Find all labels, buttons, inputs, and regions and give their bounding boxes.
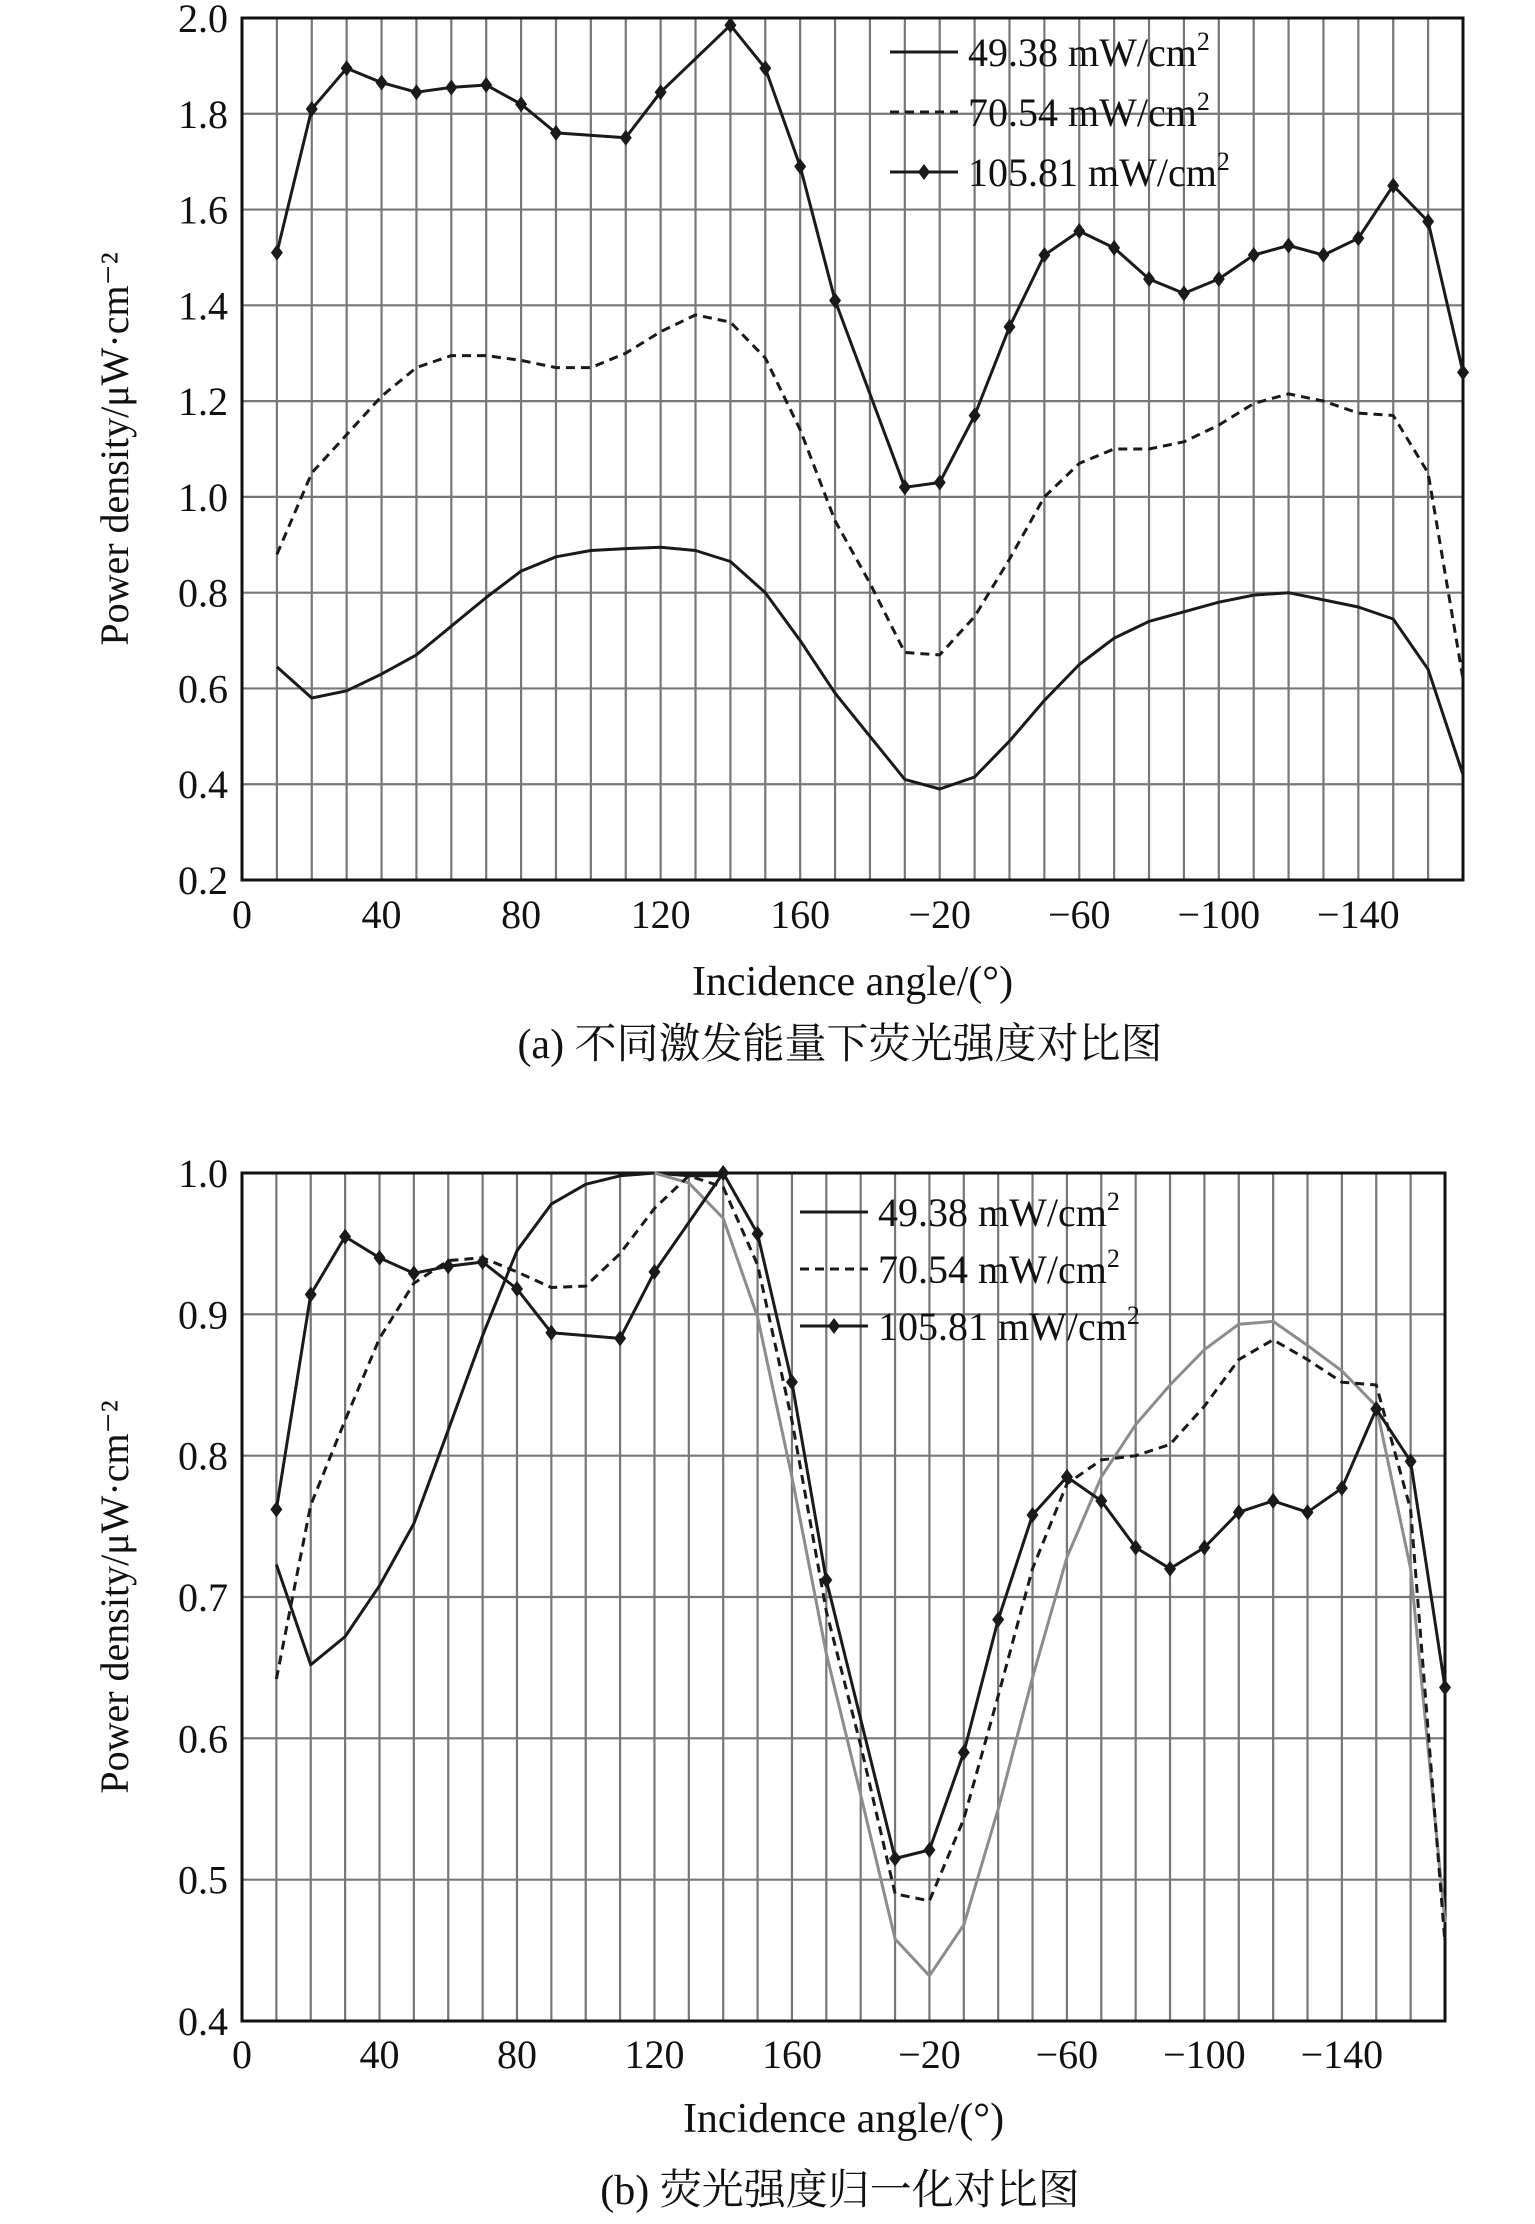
chart-a-series-2-point — [376, 75, 388, 91]
chart-b-series-3-point — [958, 1744, 970, 1760]
chart-b-ytick-label: 0.7 — [178, 1575, 228, 1620]
chart-b-series-3-point — [889, 1850, 901, 1866]
chart-a-legend-label-superscript: 2 — [1196, 87, 1210, 116]
chart-a-series-2-point — [1317, 247, 1329, 263]
chart-b-legend-marker — [828, 1318, 840, 1334]
chart-b-xtick-label: 160 — [761, 2032, 822, 2077]
chart-a-legend-marker — [918, 164, 930, 180]
chart-b-series-3-point — [1336, 1480, 1348, 1496]
chart-a-xtick-label: 40 — [361, 892, 402, 937]
chart-b-xtick-label: 120 — [624, 2032, 685, 2077]
chart-b-legend-label-superscript: 2 — [1106, 1187, 1120, 1216]
chart-a-series-2-point — [1283, 237, 1295, 253]
chart-b-series-3-point — [992, 1612, 1004, 1628]
chart-b-xtick-label: −60 — [1035, 2032, 1099, 2077]
chart-b-ytick-label: 1.0 — [178, 1151, 228, 1196]
chart-b-xtick-label: −100 — [1163, 2032, 1246, 2077]
chart-a — [92, 0, 1469, 1005]
chart-b-series-3-point — [477, 1254, 489, 1270]
chart-a-ytick-label: 1.0 — [178, 474, 228, 520]
chart-b-series-3-point — [1439, 1679, 1451, 1695]
chart-a-xtick-label: 160 — [770, 892, 831, 937]
chart-b-series-3-point — [270, 1501, 282, 1517]
chart-b-series-3-point — [786, 1374, 798, 1390]
chart-b-ytick-label: 0.8 — [178, 1433, 228, 1479]
chart-a-xtick-label: −100 — [1177, 892, 1261, 937]
chart-a-series-2-point — [271, 245, 283, 261]
chart-a-legend-label: 105.81 $mW/cm^2$ — [968, 147, 1230, 195]
chart-a-legend-label: 70.54 $mW/cm^2$ — [968, 87, 1210, 135]
chart-a-xtick-label: −140 — [1317, 892, 1400, 937]
chart-a-ytick-label: 1.4 — [178, 283, 228, 329]
chart-a-series-2-point — [480, 77, 492, 93]
chart-b-ytick-label: 0.4 — [178, 1999, 228, 2044]
chart-b-series-3-point — [1302, 1504, 1314, 1520]
chart-b-series-3-point — [1267, 1493, 1279, 1509]
chart-a-ylabel: Power density/μW·cm⁻² — [92, 252, 137, 646]
chart-a-series-2-point — [899, 479, 911, 495]
chart-b-caption: (b) 荧光强度归一化对比图 — [600, 2168, 1080, 2214]
chart-b-series-3-point — [373, 1250, 385, 1266]
chart-b-xtick-label: 0 — [232, 2032, 252, 2077]
chart-a-xlabel: Incidence angle/(°) — [691, 959, 1014, 1005]
chart-b-series-3-point — [923, 1842, 935, 1858]
chart-a-ytick-label: 1.2 — [178, 379, 228, 425]
chart-a-legend-label-superscript: 2 — [1216, 147, 1230, 176]
chart-b-xtick-label: −140 — [1300, 2032, 1384, 2077]
chart-a-frame — [242, 18, 1463, 880]
chart-b-legend-label: 70.54 $mW/cm^2$ — [878, 1244, 1120, 1292]
chart-a-series-2-point — [550, 125, 562, 141]
chart-b-series-3-point — [1164, 1561, 1176, 1577]
chart-a-ytick-label: 0.4 — [178, 762, 228, 808]
chart-a-series-2-point — [515, 96, 527, 112]
chart-b-xtick-label: −20 — [898, 2032, 961, 2077]
chart-b-ytick-label: 0.5 — [178, 1857, 228, 1903]
chart-a-legend-label-superscript: 2 — [1196, 27, 1210, 56]
chart-a-ytick-label: 0.2 — [178, 858, 228, 903]
chart-a-xtick-label: −20 — [908, 892, 971, 937]
chart-a-ytick-label: 1.8 — [178, 91, 228, 137]
chart-a-xtick-label: −60 — [1047, 892, 1111, 937]
chart-b-legend-label: 49.38 $mW/cm^2$ — [878, 1187, 1120, 1235]
chart-a-series-2-point — [1073, 223, 1085, 239]
chart-b-ytick-label: 0.6 — [178, 1716, 228, 1762]
chart-a-series-2-point — [1213, 271, 1225, 287]
chart-a-series-2-point — [445, 79, 457, 95]
chart-b-series-0-line — [276, 1173, 723, 1665]
chart-a-series-2-point — [1178, 285, 1190, 301]
chart-a-xtick-label: 0 — [232, 892, 252, 937]
chart-b-ytick-label: 0.9 — [178, 1292, 228, 1338]
chart-a-ytick-label: 2.0 — [178, 0, 228, 41]
chart-a-caption: (a) 不同激发能量下荧光强度对比图 — [517, 1022, 1163, 1068]
chart-a-xtick-label: 80 — [501, 892, 542, 937]
chart-a-ytick-label: 0.8 — [178, 570, 228, 616]
chart-a-series-2-point — [794, 158, 806, 174]
chart-a-legend-label: 49.38 $mW/cm^2$ — [968, 27, 1210, 75]
chart-b-legend-label-superscript: 2 — [1106, 1244, 1120, 1273]
chart-b-series-1-line — [655, 1173, 1446, 1976]
chart-a-ytick-label: 1.6 — [178, 187, 228, 233]
chart-a-series-2-point — [1457, 364, 1469, 380]
chart-a-xtick-label: 120 — [630, 892, 691, 937]
chart-b-legend-label: 105.81 $mW/cm^2$ — [878, 1301, 1140, 1349]
chart-b-legend-label-superscript: 2 — [1126, 1301, 1140, 1330]
chart-a-series-2-point — [1248, 247, 1260, 263]
chart-b-xlabel: Incidence angle/(°) — [682, 2096, 1005, 2142]
chart-b-xtick-label: 40 — [359, 2032, 400, 2077]
chart-a-ytick-label: 0.6 — [178, 666, 228, 712]
chart-b — [92, 1151, 1451, 2142]
chart-b-xtick-label: 80 — [496, 2032, 537, 2077]
chart-a-series-2-point — [410, 84, 422, 100]
chart-b-ylabel: Power density/μW·cm⁻² — [92, 1400, 137, 1794]
